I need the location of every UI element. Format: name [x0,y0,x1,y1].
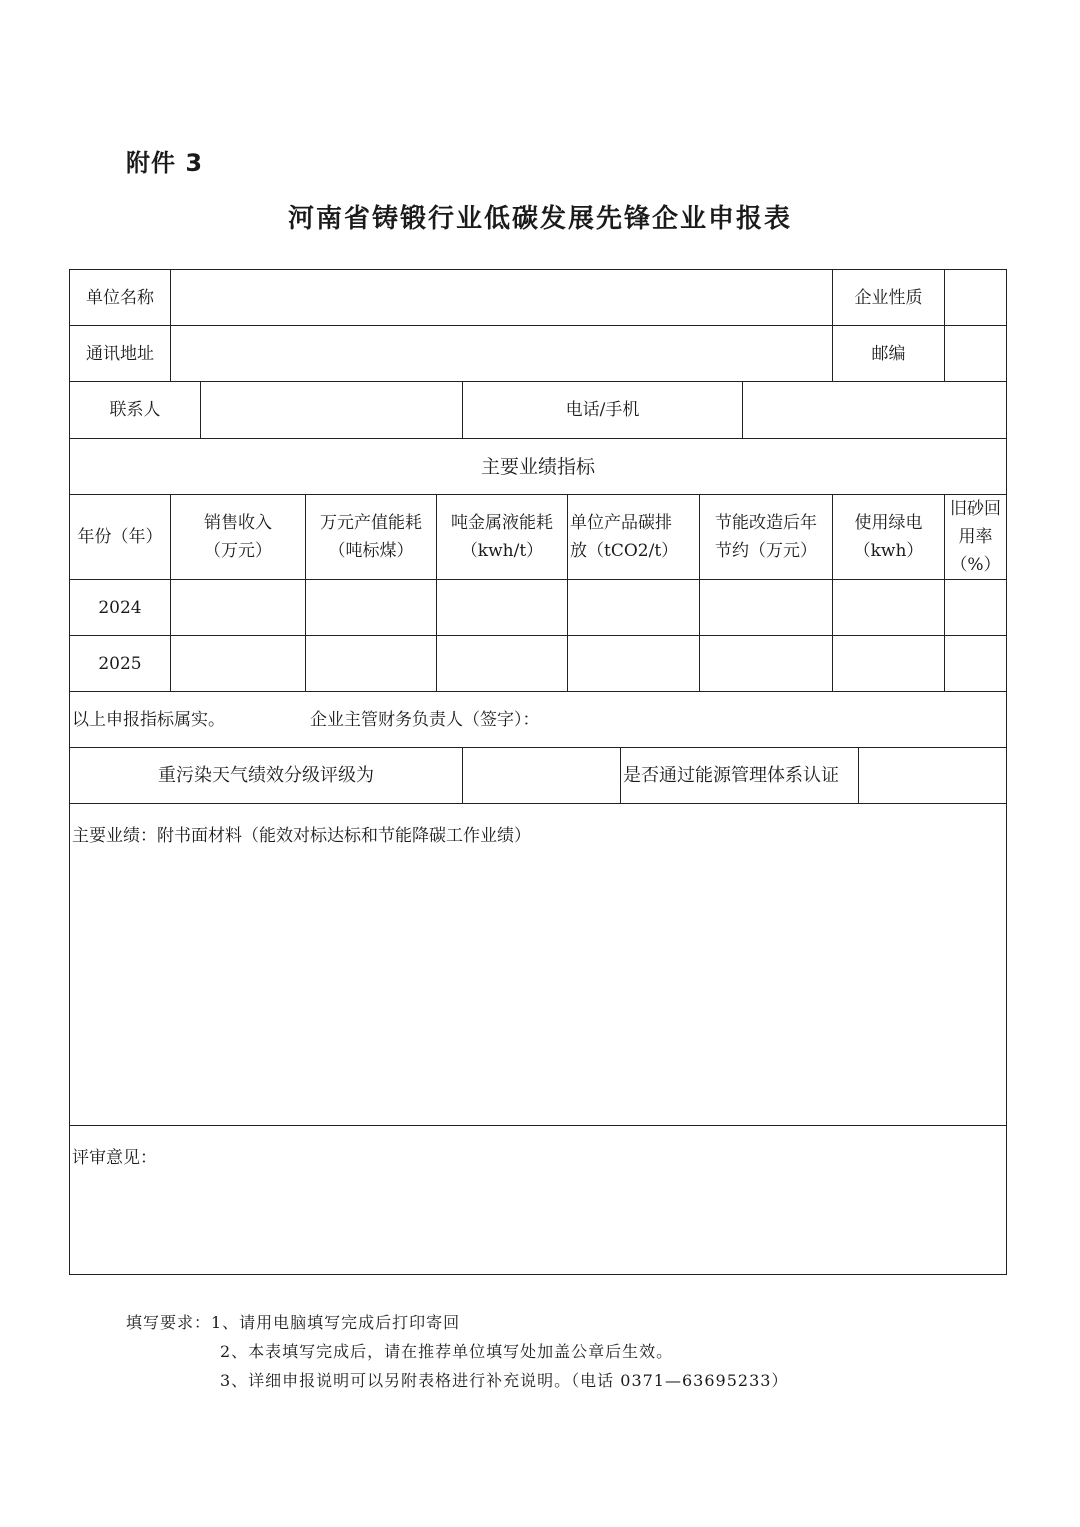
metal-energy-field[interactable] [437,636,568,692]
enterprise-type-field[interactable] [945,270,1007,326]
phone-label: 电话/手机 [463,382,743,439]
col-header-savings-line2: 节约（万元） [715,541,817,561]
carbon-field[interactable] [568,580,700,636]
col-header-energy-line1: 万元产值能耗 [320,513,422,533]
energy-per-output-field[interactable] [306,636,437,692]
col-header-sales [171,495,306,580]
review-cell[interactable] [70,1126,1007,1275]
instruction-line-2: 2、本表填写完成后，请在推荐单位填写处加盖公章后生效。 [220,1342,674,1361]
table-row [70,580,1007,636]
finance-signature-label: 企业主管财务负责人（签字）： [310,709,540,730]
sand-reuse-field[interactable] [945,636,1007,692]
col-header-metal-line1: 吨金属液能耗 [451,513,553,533]
col-header-green-power [833,495,945,580]
performance-cell[interactable] [70,804,1007,1126]
col-header-year-text: 年份（年） [77,527,163,547]
col-header-energy-line2: （吨标煤） [328,541,414,561]
col-header-savings [700,495,833,580]
green-power-field[interactable] [833,636,945,692]
col-header-sand-line2: （%） [950,555,1001,575]
metal-energy-field[interactable] [437,580,568,636]
col-header-carbon [568,495,700,580]
sand-reuse-field[interactable] [945,580,1007,636]
col-header-savings-line1: 节能改造后年 [715,513,817,533]
unit-name-field[interactable] [171,270,833,326]
review-label: 评审意见： [72,1148,157,1168]
energy-cert-field[interactable] [859,748,1007,804]
year-cell: 2024 [70,580,171,636]
row-address [70,326,1007,382]
enterprise-type-label: 企业性质 [833,270,945,326]
savings-field[interactable] [700,580,833,636]
unit-name-label: 单位名称 [70,270,171,326]
row-performance [70,804,1007,1126]
fill-instructions [126,1308,788,1395]
address-label: 通讯地址 [70,326,171,382]
col-header-green-line2: （kwh） [853,541,924,561]
col-header-green-line1: 使用绿电 [854,513,923,533]
contact-field[interactable] [201,382,463,439]
postcode-label: 邮编 [833,326,945,382]
declaration-cell [70,692,1007,748]
col-header-metal-line2: （kwh/t） [460,541,544,561]
savings-field[interactable] [700,636,833,692]
row-declaration [70,692,1007,748]
address-field[interactable] [171,326,833,382]
row-indicators-heading [70,439,1007,495]
form-title: 河南省铸锻行业低碳发展先锋企业申报表 [287,204,792,234]
col-header-sales-line1: 销售收入 [204,513,272,533]
performance-label: 主要业绩：附书面材料（能效对标达标和节能降碳工作业绩） [72,826,531,846]
pollution-rating-field[interactable] [463,748,621,804]
energy-cert-label: 是否通过能源管理体系认证 [621,748,859,804]
pollution-rating-label: 重污染天气绩效分级评级为 [70,748,463,804]
table-row [70,636,1007,692]
row-column-headers [70,495,1007,580]
phone-field[interactable] [743,382,1007,439]
postcode-field[interactable] [945,326,1007,382]
year-cell: 2025 [70,636,171,692]
carbon-field[interactable] [568,636,700,692]
contact-label: 联系人 [70,382,201,439]
col-header-carbon-line1: 单位产品碳排 [570,513,672,533]
indicators-heading: 主要业绩指标 [70,439,1007,495]
col-header-sales-line2: （万元） [204,541,272,561]
col-header-energy-per-output [306,495,437,580]
col-header-sand-reuse [945,495,1007,580]
green-power-field[interactable] [833,580,945,636]
col-header-year [70,495,171,580]
application-form-table [69,269,1007,1275]
row-contact [70,382,1007,439]
instruction-line-1: 填写要求：1、请用电脑填写完成后打印寄回 [126,1313,461,1332]
col-header-metal-energy [437,495,568,580]
attachment-label: 附件 3 [126,149,204,177]
sales-field[interactable] [171,636,306,692]
row-ratings [70,748,1007,804]
col-header-sand-line1: 旧砂回用率 [950,499,1002,547]
declaration-text: 以上申报指标属实。 [72,709,225,730]
energy-per-output-field[interactable] [306,580,437,636]
sales-field[interactable] [171,580,306,636]
row-unit-name [70,270,1007,326]
row-review [70,1126,1007,1275]
col-header-carbon-line2: 放（tCO2/t） [570,541,679,561]
instruction-line-3: 3、详细申报说明可以另附表格进行补充说明。（电话 0371—63695233） [220,1371,789,1390]
